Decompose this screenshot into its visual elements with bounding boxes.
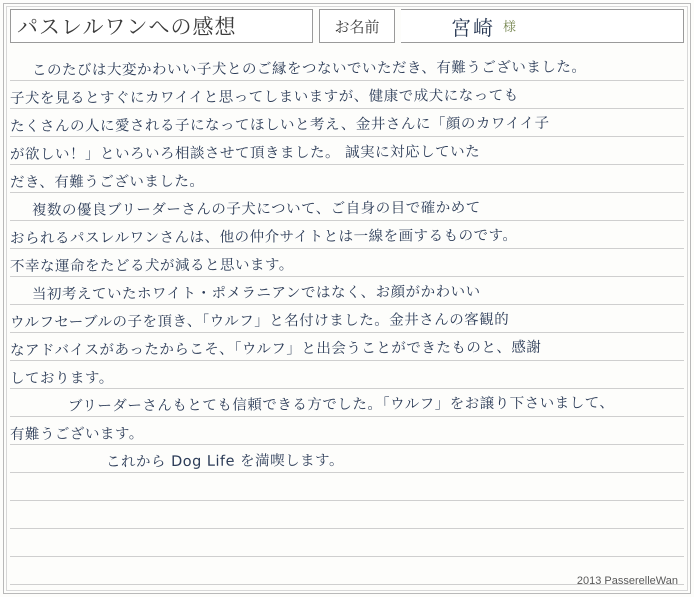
page-title: パスレルワンへの感想 [17,15,237,39]
name-label-box [319,9,395,43]
rule-line [10,108,684,109]
rule-line [10,332,684,333]
rule-line [10,360,684,361]
rule-line [10,416,684,417]
handwritten-line: 不幸な運命をたどる犬が減ると思います。 [9,257,294,275]
name-value: 宮崎 [451,15,495,40]
handwritten-line: このたびは大変かわいい子犬とのご縁をつないでいただき、有難うございました。 [31,59,587,79]
handwritten-line: だき、有難うございました。 [9,173,205,192]
letter-body [10,52,684,567]
handwritten-line: 複数の優良ブリーダーさんの子犬について、ご自身の目で確かめて [31,200,481,219]
name-value-box [401,9,684,43]
rule-line [10,556,684,557]
rule-line [10,276,684,277]
rule-line [10,472,684,473]
rule-line [10,248,684,249]
title-box [10,9,313,43]
name-suffix: 様 [503,20,517,35]
rule-line [10,80,684,81]
rule-line [10,136,684,137]
handwritten-line: ウルフセーブルの子を頂き、「ウルフ」と名付けました。金井さんの客観的 [9,311,510,332]
handwritten-line: たくさんの人に愛される子になってほしいと考え、金井さんに「顔のカワイイ子 [9,115,550,136]
rule-line [10,220,684,221]
handwritten-line: が欲しい！」といろいろ相談させて頂きました。 誠実に対応していた [9,144,481,164]
rule-line [10,444,684,445]
handwritten-line: しております。 [9,370,114,388]
handwritten-line: 子犬を見るとすぐにカワイイと思ってしまいますが、健康で成犬になっても [9,87,519,108]
handwritten-line: おられるパスレルワンさんは、他の仲介サイトとは一線を画するものです。 [9,227,518,248]
handwritten-line: なアドバイスがあったからこそ、「ウルフ」と出会うことができたものと、感謝 [9,339,542,360]
rule-line [10,528,684,529]
rule-line [10,500,684,501]
rule-line [10,192,684,193]
letter-header [10,9,684,43]
rule-line [10,304,684,305]
handwritten-line: これから Dog Life を満喫します。 [105,452,345,471]
copyright-footer: 2013 PasserelleWan [576,575,678,587]
name-label: お名前 [334,17,380,36]
rule-line [10,164,684,165]
handwritten-line: 当初考えていたホワイト・ポメラニアンではなく、お顔がかわいい [31,284,481,303]
handwritten-line: 有難うございます。 [9,426,144,444]
rule-line [10,388,684,389]
handwritten-line: ブリーダーさんもとても信頼できる方でした。「ウルフ」をお譲り下さいまして、 [67,395,615,415]
